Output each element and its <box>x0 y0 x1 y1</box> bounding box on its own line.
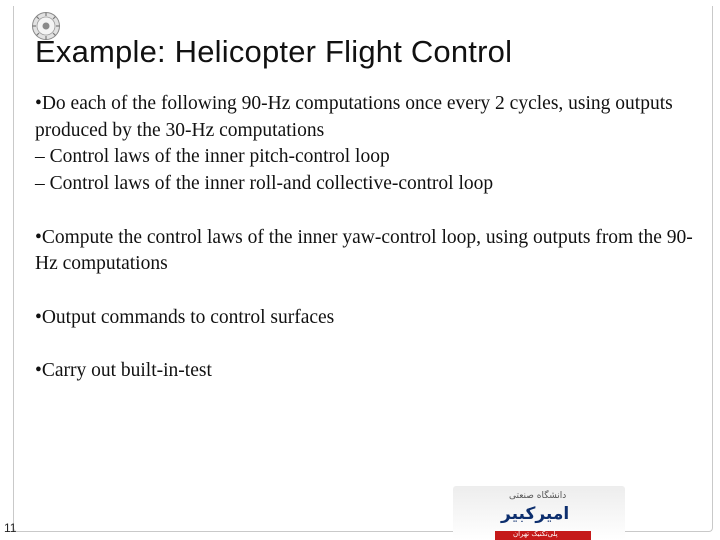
spacer <box>35 198 700 225</box>
slide-content <box>35 91 700 385</box>
bullet-item: •Do each of the following 90-Hz computations once every 2 cycles, using outputs produced by the 30-Hz computations <box>35 93 673 141</box>
university-logo <box>453 486 625 540</box>
bullet-item: •Carry out built-in-test <box>35 359 212 381</box>
logo-sub-line: پلی‌تکنیک تهران <box>513 530 558 538</box>
sub-bullet-item: – Control laws of the inner pitch-control loop <box>35 146 390 168</box>
logo-main-text: امیرکبیر <box>501 504 570 524</box>
page-number: 11 <box>4 521 17 535</box>
spacer <box>35 331 700 358</box>
sub-bullet-item: – Control laws of the inner roll-and collective-control loop <box>35 173 494 195</box>
spacer <box>35 278 700 305</box>
bullet-item: •Output commands to control surfaces <box>35 306 335 328</box>
slide-title: Example: Helicopter Flight Control <box>35 34 513 69</box>
logo-top-line: دانشگاه صنعتی <box>509 491 567 501</box>
bullet-item: •Compute the control laws of the inner yaw-control loop, using outputs from the 90-Hz computations <box>35 226 693 275</box>
